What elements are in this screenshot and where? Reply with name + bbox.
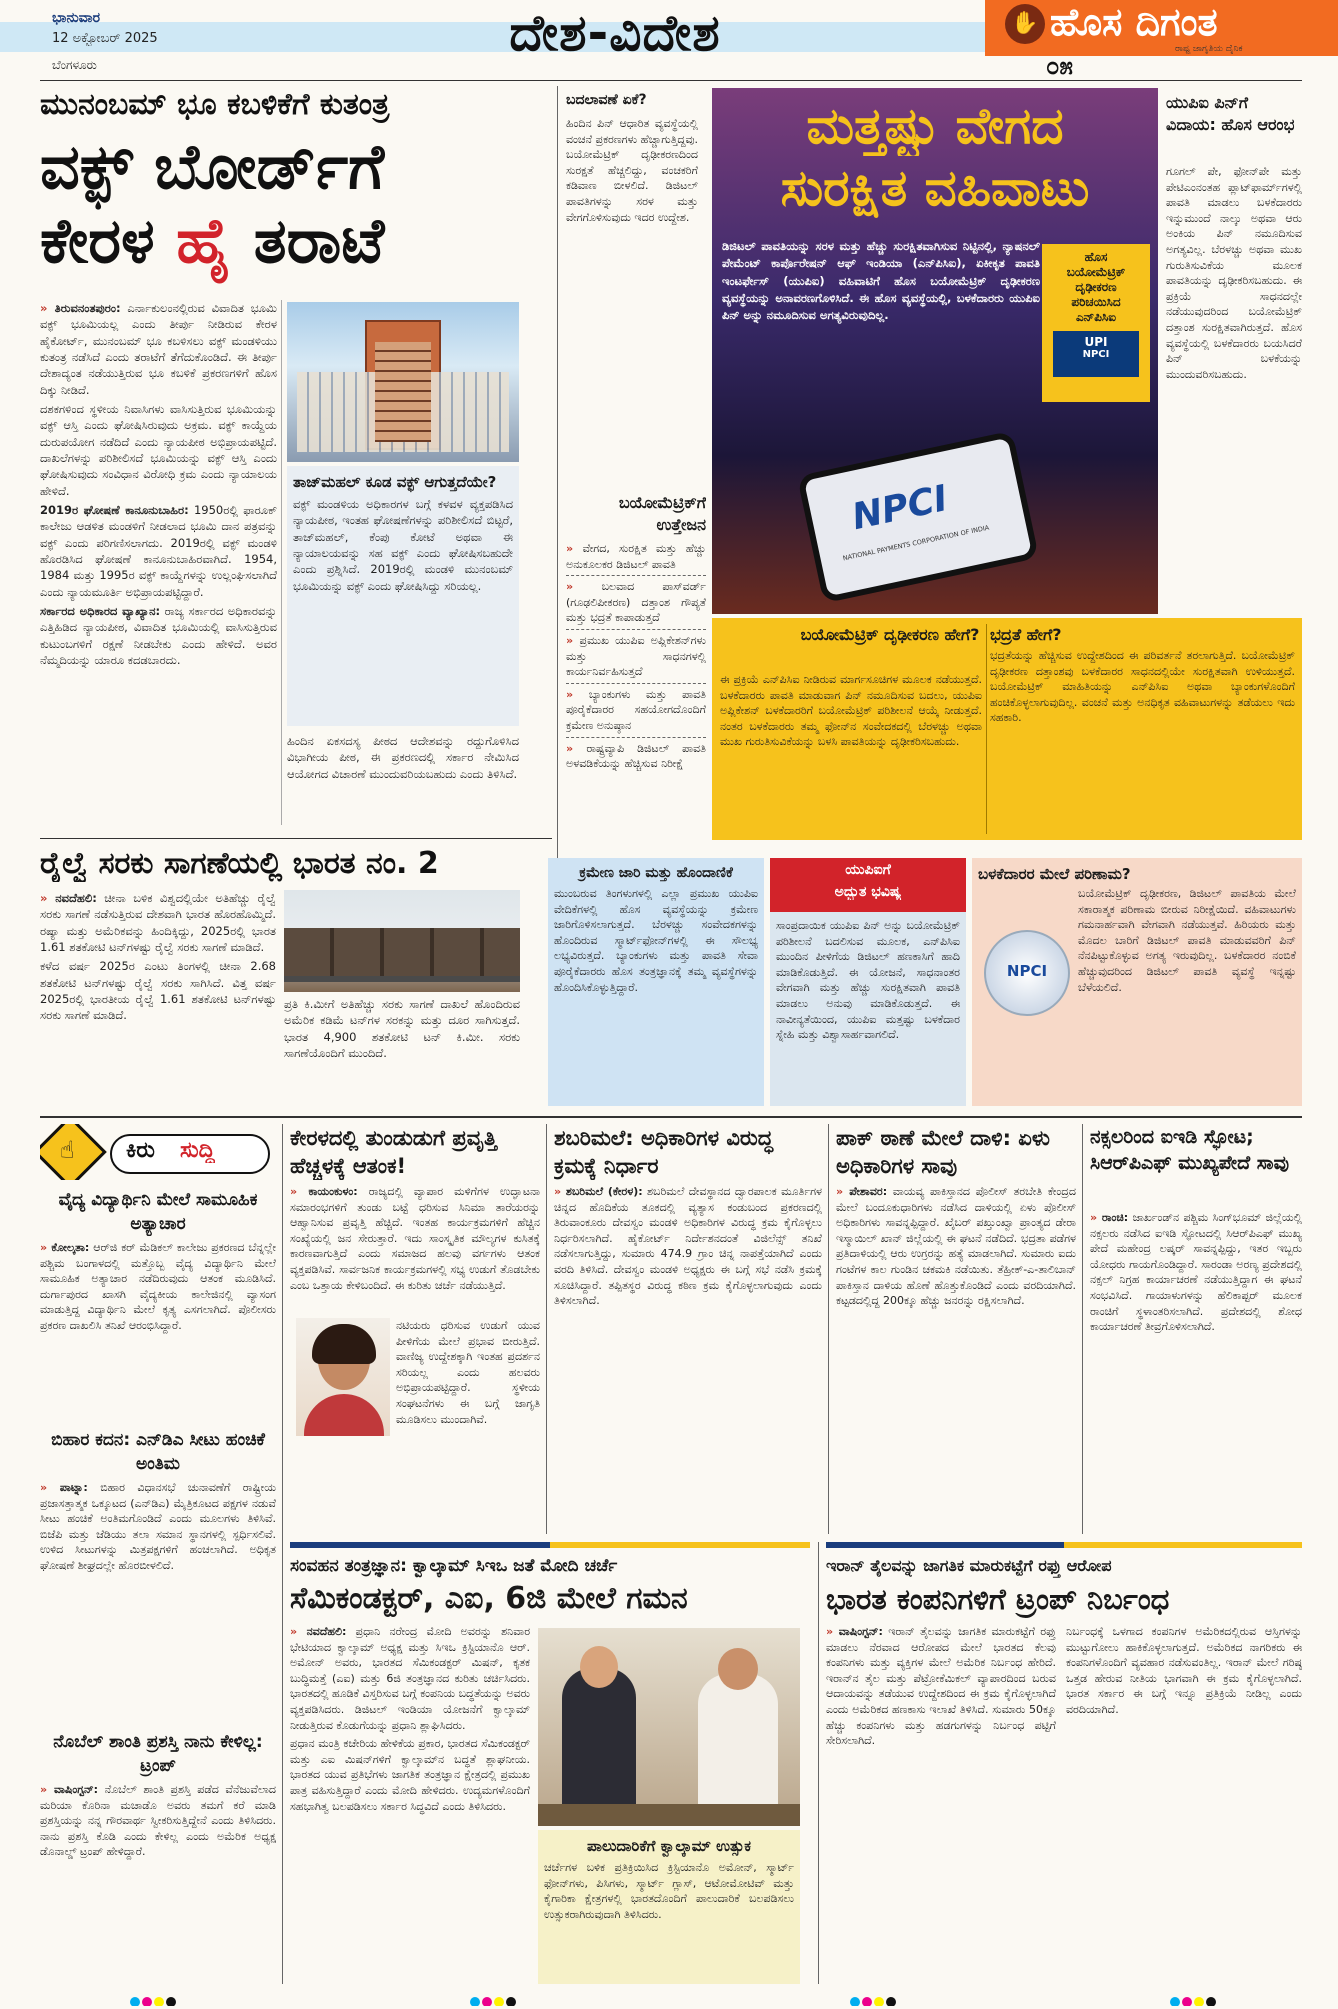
rail-photo [284, 890, 520, 992]
kiru-3-body: » ವಾಷಿಂಗ್ಟನ್: ನೊಬೆಲ್ ಶಾಂತಿ ಪ್ರಶಸ್ತಿ ಪಡೆದ ವೆನೆಜುವೆಲಾದ ಮರಿಯಾ ಕೊರಿನಾ ಮಚಾಡೊ ಅವರು ತಮಗೆ ಕರೆ ಮಾಡಿ ಪ್ರಶಸ್ತಿಯನ್ನು ನನ್ನ ಗೌರವಾರ್ಥ ಸ್ವೀಕರಿಸುತ್ತಿದ್ದೇನೆ ಎಂದು ತಿಳಿಸಿದರು. ನಾನು ಪ್ರಶಸ್ತಿ ಕೊಡಿ ಎಂದು ಕೇಳಿಲ್ಲ ಎಂದು ಅಮೆರಿಕ ಅಧ್ಯಕ್ಷ ಡೊನಾಲ್ಡ್ ಟ್ರಂಪ್ ಹೇಳಿದ್ದಾರೆ. [40, 1782, 276, 1982]
upi-security-body: ಭದ್ರತೆಯನ್ನು ಹೆಚ್ಚಿಸುವ ಉದ್ದೇಶದಿಂದ ಈ ಪರಿವರ್ತನೆ ತರಲಾಗುತ್ತಿದೆ. ಬಯೋಮೆಟ್ರಿಕ್ ದೃಢೀಕರಣ ದತ್ತಾಂಶವು ಬಳಕೆದಾರರ ಸಾಧನದಲ್ಲಿಯೇ ಸುರಕ್ಷಿತವಾಗಿ ಉಳಿಯುತ್ತದೆ. ಬಯೋಮೆಟ್ರಿಕ್ ಮಾಹಿತಿಯನ್ನು ಎನ್‌ಪಿಸಿಐ ಅಥವಾ ಬ್ಯಾಂಕುಗಳೊಂದಿಗೆ ಹಂಚಿಕೊಳ್ಳಲಾಗುವುದಿಲ್ಲ. ವಂಚನೆ ಮತ್ತು ಅನಧಿಕೃತ ವಹಿವಾಟುಗಳನ್ನು ತಡೆಯಲು ಇದು ಸಹಕಾರಿ. [990, 649, 1295, 725]
lead-kicker: ಮುನಂಬಮ್ ಭೂ ಕಬಳಿಕೆಗೆ ಕುತಂತ್ರ [40, 87, 390, 122]
quantum-kicker: ಸಂವಹನ ತಂತ್ರಜ್ಞಾನ: ಕ್ವಾಲ್ಕಾಮ್ ಸಿಇಒ ಜತೆ ಮೋದಿ ಚರ್ಚೆ [290, 1556, 618, 1576]
upi-future-box [770, 858, 966, 1106]
kiru-label-b: ಸುದ್ದಿ [180, 1138, 215, 1163]
upi-bullet: » ವೇಗದ, ಸುರಕ್ಷಿತ ಮತ್ತು ಹೆಚ್ಚು ಅನುಕೂಲಕರ ಡಿಜಿಟಲ್ ಪಾವತಿ [566, 538, 706, 576]
kiru-suddi-label: ☝ ಕಿರು ಸುದ್ದಿ [40, 1124, 276, 1180]
upi-bullet-list [566, 538, 706, 838]
kiru-label-a: ಕಿರು [126, 1138, 155, 1163]
paper-tagline: ರಾಷ್ಟ್ರ ಜಾಗೃತಿಯ ದೈನಿಕ [1175, 44, 1243, 54]
masthead-day: ಭಾನುವಾರ [52, 10, 101, 26]
lead-headline-1: ವಕ್ಫ್ ಬೋರ್ಡ್‌ಗೆ [40, 130, 385, 203]
trump-kicker: ಇರಾನ್ ತೈಲವನ್ನು ಜಾಗತಿಕ ಮಾರುಕಟ್ಟೆಗೆ ರಫ್ತು ಆರೋಪ [826, 1556, 1112, 1575]
upi-bullet: » ಬಲವಾದ ಪಾಸ್‌ವರ್ಡ್ (ಗೂಢಲಿಪೀಕರಣ) ದತ್ತಾಂಶ ಗೌಪ್ಯತೆ ಮತ್ತು ಭದ್ರತೆ ಕಾಪಾಡುತ್ತದೆ [566, 576, 706, 630]
trump-body-left: » ವಾಷಿಂಗ್ಟನ್: ಇರಾನ್ ತೈಲವನ್ನು ಜಾಗತಿಕ ಮಾರುಕಟ್ಟೆಗೆ ರಫ್ತು ಮಾಡಲು ನೆರವಾದ ಆರೋಪದ ಮೇಲೆ ಭಾರತದ ಕೆಲವು ಕಂಪನಿಗಳು ಮತ್ತು ವ್ಯಕ್ತಿಗಳ ಮೇಲೆ ಅಮೆರಿಕ ನಿರ್ಬಂಧ ಹೇರಿದೆ. ಇರಾನ್‌ನ ತೈಲ ಮತ್ತು ಪೆಟ್ರೋಕೆಮಿಕಲ್ ವ್ಯಾಪಾರದಿಂದ ಬರುವ ಆದಾಯವನ್ನು ತಡೆಯುವ ಉದ್ದೇಶದಿಂದ ಈ ಕ್ರಮ ಕೈಗೊಳ್ಳಲಾಗಿದೆ ಎಂದು ಅಮೆರಿಕದ ಹಣಕಾಸು ಇಲಾಖೆ ತಿಳಿಸಿದೆ. ಸುಮಾರು 50ಕ್ಕೂ ಹೆಚ್ಚು ಕಂಪನಿಗಳು ಮತ್ತು ಹಡಗುಗಳನ್ನು ನಿರ್ಬಂಧ ಪಟ್ಟಿಗೆ ಸೇರಿಸಲಾಗಿದೆ. [826, 1624, 1056, 1984]
kiru-1-body: » ಕೋಲ್ಕತಾ: ಆರ್‌ಜಿ ಕರ್ ಮೆಡಿಕಲ್ ಕಾಲೇಜು ಪ್ರಕರಣದ ಬೆನ್ನಲ್ಲೇ ಪಶ್ಚಿಮ ಬಂಗಾಳದಲ್ಲಿ ಮತ್ತೊಬ್ಬ ವೈದ್ಯ ವಿದ್ಯಾರ್ಥಿನಿ ಮೇಲೆ ಸಾಮೂಹಿಕ ಅತ್ಯಾಚಾರ ನಡೆದಿರುವುದು ಆತಂಕ ಮೂಡಿಸಿದೆ. ದುರ್ಗಾಪುರದ ಖಾಸಗಿ ವೈದ್ಯಕೀಯ ಕಾಲೇಜಿನಲ್ಲಿ ವ್ಯಾಸಂಗ ಮಾಡುತ್ತಿದ್ದ ವಿದ್ಯಾರ್ಥಿನಿ ಮೇಲೆ ಕೃತ್ಯ ಎಸಗಲಾಗಿದೆ. ಪೊಲೀಸರು ಪ್ರಕರಣ ದಾಖಲಿಸಿ ತನಿಖೆ ಆರಂಭಿಸಿದ್ದಾರೆ. [40, 1240, 276, 1420]
rail-body-left: » ನವದೆಹಲಿ: ಚೀನಾ ಬಳಿಕ ವಿಶ್ವದಲ್ಲಿಯೇ ಅತಿಹೆಚ್ಚು ರೈಲ್ವೆ ಸರಕು ಸಾಗಣೆ ನಡೆಸುತ್ತಿರುವ ದೇಶವಾಗಿ ಭಾರತ ಹೊರಹೊಮ್ಮಿದೆ. ರಷ್ಯಾ ಮತ್ತು ಅಮೆರಿಕವನ್ನು ಹಿಂದಿಕ್ಕಿದ್ದು, 2025ರಲ್ಲಿ ಭಾರತ 1.61 ಶತಕೋಟಿ ಟನ್‌ಗಳಷ್ಟು ರೈಲ್ವೆ ಸರಕು ಸಾಗಣೆ ಮಾಡಿದೆ. ಕಳೆದ ವರ್ಷ 2025ರ ಎಂಟು ತಿಂಗಳಲ್ಲಿ ಚೀನಾ 2.68 ಶತಕೋಟಿ ಟನ್‌ಗಳಷ್ಟು ರೈಲ್ವೆ ಸರಕು ಸಾಗಿಸಿದೆ. ವಿತ್ತ ವರ್ಷ 2025ರಲ್ಲಿ ಭಾರತೀಯ ರೈಲ್ವೆ 1.61 ಶತಕೋಟಿ ಟನ್‌ಗಳಷ್ಟು ಸರಕು ಸಾಗಣೆ ಮಾಡಿದೆ. [40, 890, 276, 1105]
upi-how-body: ಈ ಪ್ರಕ್ರಿಯೆ ಎನ್‌ಪಿಸಿಐ ನೀಡಿರುವ ಮಾರ್ಗಸೂಚಿಗಳ ಮೂಲಕ ನಡೆಯುತ್ತದೆ. ಬಳಕೆದಾರರು ಪಾವತಿ ಮಾಡುವಾಗ ಪಿನ್ ನಮೂದಿಸುವ ಬದಲು, ಯುಪಿಐ ಅಪ್ಲಿಕೇಶನ್ ಬಳಕೆದಾರರಿಗೆ ಬಯೋಮೆಟ್ರಿಕ್ ಪರಿಶೀಲನೆ ಆಯ್ಕೆ ನೀಡುತ್ತದೆ. ನಂತರ ಬಳಕೆದಾರರು ತಮ್ಮ ಫೋನ್‌ನ ಸಂವೇದಕದಲ್ಲಿ ಬೆರಳಚ್ಚು ಅಥವಾ ಮುಖ ಗುರುತಿಸುವಿಕೆಯನ್ನು ಬಳಸಿ ಪಾವತಿಯನ್ನು ದೃಢೀಕರಿಸಬಹುದು. [720, 673, 982, 749]
kiru-1-title: ವೈದ್ಯ ವಿದ್ಯಾರ್ಥಿನಿ ಮೇಲೆ ಸಾಮೂಹಿಕ ಅತ್ಯಾಚಾರ [58, 1190, 258, 1234]
lead-tail: ಹಿಂದಿನ ಏಕಸದಸ್ಯ ಪೀಠದ ಆದೇಶವನ್ನು ರದ್ದುಗೊಳಿಸಿದ ವಿಭಾಗೀಯ ಪೀಠ, ಈ ಪ್ರಕರಣದಲ್ಲಿ ಸರ್ಕಾರ ನೇಮಿಸಿದ ಆಯೋಗದ ವಿಚಾರಣೆ ಮುಂದುವರಿಯಬಹುದು ಎಂದು ತಿಳಿಸಿದೆ. [287, 734, 519, 781]
kiru-2-body: » ಪಾಟ್ನಾ: ಬಿಹಾರ ವಿಧಾನಸಭೆ ಚುನಾವಣೆಗೆ ರಾಷ್ಟ್ರೀಯ ಪ್ರಜಾಸತ್ತಾತ್ಮಕ ಒಕ್ಕೂಟದ (ಎನ್‌ಡಿಎ) ಮೈತ್ರಿಕೂಟದ ಪಕ್ಷಗಳ ನಡುವೆ ಸೀಟು ಹಂಚಿಕೆ ಅಂತಿಮಗೊಂಡಿದೆ ಎಂದು ಮೂಲಗಳು ತಿಳಿಸಿವೆ. ಬಿಜೆಪಿ ಮತ್ತು ಜೆಡಿಯು ತಲಾ ಸಮಾನ ಸ್ಥಾನಗಳಲ್ಲಿ ಸ್ಪರ್ಧಿಸಲಿವೆ. ಉಳಿದ ಸೀಟುಗಳನ್ನು ಮಿತ್ರಪಕ್ಷಗಳಿಗೆ ಹಂಚಲಾಗಿದೆ. ಅಧಿಕೃತ ಘೋಷಣೆ ಶೀಘ್ರದಲ್ಲೇ ಹೊರಬೀಳಲಿದೆ. [40, 1480, 276, 1725]
sabarimala-body: » ಶಬರಿಮಲೆ (ಕೇರಳ): ಶಬರಿಮಲೆ ದೇವಸ್ಥಾನದ ದ್ವಾರಪಾಲಕ ಮೂರ್ತಿಗಳ ಚಿನ್ನದ ಹೊದಿಕೆಯ ತೂಕದಲ್ಲಿ ವ್ಯತ್ಯಾಸ ಕಂಡುಬಂದ ಪ್ರಕರಣದಲ್ಲಿ ತಿರುವಾಂಕೂರು ದೇವಸ್ವಂ ಮಂಡಳಿ ಅಧಿಕಾರಿಗಳ ವಿರುದ್ಧ ಕ್ರಮ ಕೈಗೊಳ್ಳಲು ನಿರ್ಧರಿಸಲಾಗಿದೆ. ಹೈಕೋರ್ಟ್ ನಿರ್ದೇಶನದಂತೆ ವಿಜಿಲೆನ್ಸ್ ತನಿಖೆ ನಡೆಸಲಾಗುತ್ತಿದ್ದು, ಸುಮಾರು 474.9 ಗ್ರಾಂ ಚಿನ್ನ ನಾಪತ್ತೆಯಾಗಿದೆ ಎಂದು ವರದಿ ತಿಳಿಸಿದೆ. ದೇವಸ್ವಂ ಮಂಡಳಿ ಅಧ್ಯಕ್ಷರು ಈ ಬಗ್ಗೆ ಸಭೆ ನಡೆಸಿ ಕ್ರಮಕ್ಕೆ ಸೂಚಿಸಿದ್ದಾರೆ. ತಪ್ಪಿತಸ್ಥರ ವಿರುದ್ಧ ಕಠಿಣ ಕ್ರಮ ಕೈಗೊಳ್ಳಲಾಗುವುದು ಎಂದು ತಿಳಿಸಲಾಗಿದೆ. [554, 1184, 822, 1530]
paper-name: ಹೊಸ ದಿಗಂತ [1050, 0, 1218, 44]
npci-badge-graphic: NPCI [984, 930, 1070, 1016]
page-number: ೦೫ [1046, 52, 1073, 78]
upi-right-title: ಯುಪಿಐ ಪಿನ್‌ಗೆ ವಿದಾಯ: ಹೊಸ ಆರಂಭ [1166, 93, 1295, 134]
upi-why-body: ಹಿಂದಿನ ಪಿನ್ ಆಧಾರಿತ ವ್ಯವಸ್ಥೆಯಲ್ಲಿ ವಂಚನೆ ಪ್ರಕರಣಗಳು ಹೆಚ್ಚಾಗುತ್ತಿದ್ದವು. ಬಯೋಮೆಟ್ರಿಕ್ ದೃಢೀಕರಣದಿಂದ ಸುರಕ್ಷತೆ ಹೆಚ್ಚಲಿದ್ದು, ವಂಚಕರಿಗೆ ಕಡಿವಾಣ ಬೀಳಲಿದೆ. ಡಿಜಿಟಲ್ ಪಾವತಿಗಳನ್ನು ಸರಳ ಮತ್ತು ವೇಗಗೊಳಿಸುವುದು ಇದರ ಉದ್ದೇಶ. [566, 117, 698, 224]
upi-rollout-title: ಕ್ರಮೇಣ ಜಾರಿ ಮತ್ತು ಹೊಂದಾಣಿಕೆ [579, 865, 733, 881]
upi-bullet: » ಬ್ಯಾಂಕುಗಳು ಮತ್ತು ಪಾವತಿ ಪೂರೈಕೆದಾರರ ಸಹಯೋಗದೊಂದಿಗೆ ಕ್ರಮೇಣ ಅನುಷ್ಠಾನ [566, 684, 706, 738]
modi-meeting-photo [538, 1628, 800, 1826]
upi-impact-body: ಬಯೋಮೆಟ್ರಿಕ್ ದೃಢೀಕರಣ, ಡಿಜಿಟಲ್ ಪಾವತಿಯ ಮೇಲೆ ಸಕಾರಾತ್ಮಕ ಪರಿಣಾಮ ಬೀರುವ ನಿರೀಕ್ಷೆಯಿದೆ. ವಹಿವಾಟುಗಳು ಗಮನಾರ್ಹವಾಗಿ ವೇಗವಾಗಿ ನಡೆಯುತ್ತವೆ. ಹಿರಿಯರು ಮತ್ತು ಮೊದಲ ಬಾರಿಗೆ ಡಿಜಿಟಲ್ ಪಾವತಿ ಮಾಡುವವರಿಗೆ ಪಿನ್ ನೆನಪಿಟ್ಟುಕೊಳ್ಳುವ ಅಗತ್ಯ ಇರುವುದಿಲ್ಲ. ಬಳಕೆದಾರರ ನಂಬಿಕೆ ಹೆಚ್ಚುವುದರಿಂದ ಡಿಜಿಟಲ್ ಪಾವತಿ ವ್ಯವಸ್ಥೆ ಇನ್ನಷ್ಟು ಬೆಳೆಯಲಿದೆ. [1078, 887, 1296, 994]
upi-badge: ಹೊಸ ಬಯೋಮೆಟ್ರಿಕ್ ದೃಢೀಕರಣ ಪರಿಚಯಿಸಿದ ಎನ್‌ಪಿಸಿಐ UPI NPCI [1042, 244, 1150, 402]
kiru-2-title: ಬಿಹಾರ ಕದನ: ಎನ್‌ಡಿಎ ಸೀಟು ಹಂಚಿಕೆ ಅಂತಿಮ [51, 1430, 265, 1474]
upi-banner-line1: ಮತ್ತಷ್ಟು ವೇಗದ [806, 97, 1064, 155]
upi-security-title: ಭದ್ರತೆ ಹೇಗೆ? [990, 625, 1062, 644]
upi-future-body: ಸಾಂಪ್ರದಾಯಿಕ ಯುಪಿಐ ಪಿನ್ ಅನ್ನು ಬಯೋಮೆಟ್ರಿಕ್ ಪರಿಶೀಲನೆ ಬದಲಿಸುವ ಮೂಲಕ, ಎನ್‌ಪಿಸಿಐ ಮುಂದಿನ ಪೀಳಿಗೆಯ ಡಿಜಿಟಲ್ ಹಣಕಾಸಿಗೆ ಹಾದಿ ಮಾಡಿಕೊಡುತ್ತಿದೆ. ಈ ಯೋಜನೆ, ಸಾಧನಾಂತರ ವೇಗವಾಗಿ ಮತ್ತು ಹೆಚ್ಚು ಸುರಕ್ಷಿತವಾಗಿ ಪಾವತಿ ಮಾಡಲು ಅನುವು ಮಾಡಿಕೊಡುತ್ತದೆ. ಈ ನಾವೀನ್ಯತೆಯಿಂದ, ಯುಪಿಐ ಮತ್ತಷ್ಟು ಬಳಕೆದಾರ ಸ್ನೇಹಿ ಮತ್ತು ವಿಶ್ವಾಸಾರ್ಹವಾಗಲಿದೆ. [776, 919, 960, 1042]
upi-boost-title: ಬಯೋಮೆಟ್ರಿಕ್‌ಗೆ ಉತ್ತೇಜನ [618, 493, 706, 534]
kiru-3-title: ನೊಬೆಲ್ ಶಾಂತಿ ಪ್ರಶಸ್ತಿ ನಾನು ಕೇಳಿಲ್ಲ: ಟ್ರಂಪ್ [53, 1732, 263, 1776]
upi-impact-title: ಬಳಕೆದಾರರ ಮೇಲೆ ಪರಿಣಾಮ? [978, 865, 1131, 883]
lead-body-left: » ತಿರುವನಂತಪುರಂ: ಎರ್ನಾಕುಲಂನಲ್ಲಿರುವ ವಿವಾದಿತ ಭೂಮಿ ವಕ್ಫ್ ಭೂಮಿಯಲ್ಲ ಎಂದು ತೀರ್ಪು ನೀಡಿರುವ ಕೇರಳ ಹೈಕೋರ್ಟ್, ಮುನಂಬಮ್ ಭೂ ಕಬಳಿಸಲು ವಕ್ಫ್ ಮಂಡಳಿಯು ಕುತಂತ್ರ ನಡೆಸಿದೆ ಎಂದು ತರಾಟೆಗೆ ತೆಗೆದುಕೊಂಡಿದೆ. ಈ ತೀರ್ಪು ದೇಶಾದ್ಯಂತ ನಡೆಯುತ್ತಿರುವ ಭೂ ಕಬಳಿಕೆ ಪ್ರಕರಣಗಳಿಗೆ ಹೊಸ ದಿಕ್ಕು ನೀಡಿದೆ. ದಶಕಗಳಿಂದ ಸ್ಥಳೀಯ ನಿವಾಸಿಗಳು ವಾಸಿಸುತ್ತಿರುವ ಭೂಮಿಯನ್ನು ವಕ್ಫ್ ಆಸ್ತಿ ಎಂದು ಘೋಷಿಸಿರುವುದು ಅಕ್ರಮ. ವಕ್ಫ್ ಕಾಯ್ದೆಯ ದುರುಪಯೋಗ ನಡೆದಿದೆ ಎಂದು ನ್ಯಾಯಪೀಠ ಅಭಿಪ್ರಾಯಪಟ್ಟಿದೆ. ದಾಖಲೆಗಳನ್ನು ಪರಿಶೀಲಿಸದೆ ಭೂಮಿಯನ್ನು ವಕ್ಫ್ ಆಸ್ತಿ ಎಂದು ಘೋಷಿಸುವುದು ಸಂವಿಧಾನ ವಿರೋಧಿ ಕ್ರಮ ಎಂದು ನ್ಯಾಯಾಲಯ ಹೇಳಿದೆ. 2019ರ ಘೋಷಣೆ ಕಾನೂನುಬಾಹಿರ: 1950ರಲ್ಲಿ ಫಾರೂಕ್ ಕಾಲೇಜು ಆಡಳಿತ ಮಂಡಳಿಗೆ ನೀಡಲಾದ ಭೂಮಿ ದಾನ ಪತ್ರವನ್ನು ವಕ್ಫ್ ಎಂದು ಪರಿಗಣಿಸಲಾಗದು. 2019ರಲ್ಲಿ ವಕ್ಫ್ ಮಂಡಳಿ ಹೊರಡಿಸಿದ ಘೋಷಣೆ ಕಾನೂನುಬಾಹಿರವಾಗಿದೆ. 1954, 1984 ಮತ್ತು 1995ರ ವಕ್ಫ್ ಕಾಯ್ದೆಗಳನ್ನು ಉಲ್ಲಂಘಿಸಲಾಗಿದೆ ಎಂದು ನ್ಯಾಯಮೂರ್ತಿ ಅಭಿಪ್ರಾಯಪಟ್ಟಿದ್ದಾರೆ. ಸರ್ಕಾರದ ಅಧಿಕಾರದ ವ್ಯಾಖ್ಯಾನ: ರಾಜ್ಯ ಸರ್ಕಾರದ ಅಧಿಕಾರವನ್ನು ಎತ್ತಿಹಿಡಿದ ನ್ಯಾಯಪೀಠ, ವಿವಾದಿತ ಭೂಮಿಯಲ್ಲಿ ವಾಸಿಸುತ್ತಿರುವ ಕುಟುಂಬಗಳಿಗೆ ರಕ್ಷಣೆ ನೀಡಬೇಕು ಎಂದು ಹೇಳಿದೆ. ಅವರ ನೆಮ್ಮದಿಯನ್ನು ಯಾರೂ ಕದಡಬಾರದು. [40, 300, 277, 820]
kerala-body: » ಕಾಯಂಕುಳಂ: ರಾಜ್ಯದಲ್ಲಿ ವ್ಯಾಪಾರ ಮಳಿಗೆಗಳ ಉದ್ಘಾಟನಾ ಸಮಾರಂಭಗಳಿಗೆ ತುಂಡು ಬಟ್ಟೆ ಧರಿಸುವ ಸಿನಿಮಾ ತಾರೆಯರನ್ನು ಆಹ್ವಾನಿಸುವ ಪ್ರವೃತ್ತಿ ಹೆಚ್ಚಿದೆ. ಇಂತಹ ಕಾರ್ಯಕ್ರಮಗಳಿಗೆ ಹೆಚ್ಚಿನ ಸಂಖ್ಯೆಯಲ್ಲಿ ಜನ ಸೇರುತ್ತಾರೆ. ಇದು ಸಾಂಸ್ಕೃತಿಕ ಮೌಲ್ಯಗಳ ಕುಸಿತಕ್ಕೆ ಕಾರಣವಾಗುತ್ತಿದೆ ಎಂದು ಸಮಾಜದ ಹಲವು ವರ್ಗಗಳು ಆತಂಕ ವ್ಯಕ್ತಪಡಿಸಿವೆ. ಸಾರ್ವಜನಿಕ ಕಾರ್ಯಕ್ರಮಗಳಲ್ಲಿ ಸಭ್ಯ ಉಡುಗೆ ತೊಡಬೇಕು ಎಂಬ ಒತ್ತಾಯ ಕೇಳಿಬಂದಿದೆ. ಈ ಕುರಿತು ಚರ್ಚೆ ನಡೆಯುತ್ತಿದೆ. [290, 1184, 540, 1304]
upi-banner-line2: ಸುರಕ್ಷಿತ ವಹಿವಾಟು [780, 159, 1090, 217]
naxal-body: » ರಾಂಚಿ: ಜಾರ್ಖಂಡ್‌ನ ಪಶ್ಚಿಮ ಸಿಂಗ್‌ಭೂಮ್ ಜಿಲ್ಲೆಯಲ್ಲಿ ನಕ್ಸಲರು ನಡೆಸಿದ ಐಇಡಿ ಸ್ಫೋಟದಲ್ಲಿ ಸಿಆರ್‌ಪಿಎಫ್ ಮುಖ್ಯ ಪೇದೆ ಮಹೇಂದ್ರ ಲಷ್ಕರ್ ಸಾವನ್ನಪ್ಪಿದ್ದು, ಇತರ ಇಬ್ಬರು ಯೋಧರು ಗಾಯಗೊಂಡಿದ್ದಾರೆ. ಸಾರಂಡಾ ಅರಣ್ಯ ಪ್ರದೇಶದಲ್ಲಿ ನಕ್ಸಲ್ ನಿಗ್ರಹ ಕಾರ್ಯಾಚರಣೆ ನಡೆಯುತ್ತಿದ್ದಾಗ ಈ ಘಟನೆ ಸಂಭವಿಸಿದೆ. ಗಾಯಾಳುಗಳನ್ನು ಹೆಲಿಕಾಪ್ಟರ್ ಮೂಲಕ ರಾಂಚಿಗೆ ಸ್ಥಳಾಂತರಿಸಲಾಗಿದೆ. ಪ್ರದೇಶದಲ್ಲಿ ಶೋಧ ಕಾರ್ಯಾಚರಣೆ ತೀವ್ರಗೊಳಿಸಲಾಗಿದೆ. [1090, 1210, 1302, 1530]
upi-rollout-box [548, 858, 764, 1106]
pak-body: » ಪೇಶಾವರ: ವಾಯವ್ಯ ಪಾಕಿಸ್ತಾನದ ಪೊಲೀಸ್ ತರಬೇತಿ ಕೇಂದ್ರದ ಮೇಲೆ ಬಂದೂಕುಧಾರಿಗಳು ನಡೆಸಿದ ದಾಳಿಯಲ್ಲಿ ಏಳು ಪೊಲೀಸ್ ಅಧಿಕಾರಿಗಳು ಸಾವನ್ನಪ್ಪಿದ್ದಾರೆ. ಖೈಬರ್ ಪಖ್ತುಂಖ್ವಾ ಪ್ರಾಂತ್ಯದ ಡೇರಾ ಇಸ್ಮಾಯಿಲ್ ಖಾನ್ ಜಿಲ್ಲೆಯಲ್ಲಿ ಈ ಘಟನೆ ನಡೆದಿದೆ. ಭದ್ರತಾ ಪಡೆಗಳ ಪ್ರತಿದಾಳಿಯಲ್ಲಿ ಆರು ಉಗ್ರರನ್ನು ಹತ್ಯೆ ಮಾಡಲಾಗಿದೆ. ಸುಮಾರು ಐದು ಗಂಟೆಗಳ ಕಾಲ ಗುಂಡಿನ ಚಕಮಕಿ ನಡೆಯಿತು. ತೆಹ್ರೀಕ್-ಎ-ತಾಲಿಬಾನ್ ಪಾಕಿಸ್ತಾನ ದಾಳಿಯ ಹೊಣೆ ಹೊತ್ತುಕೊಂಡಿದೆ ಎಂದು ವರದಿಯಾಗಿದೆ. ಕಟ್ಟಡದಲ್ಲಿದ್ದ 200ಕ್ಕೂ ಹೆಚ್ಚು ಜನರನ್ನು ರಕ್ಷಿಸಲಾಗಿದೆ. [836, 1184, 1076, 1530]
sabarimala-title: ಶಬರಿಮಲೆ: ಅಧಿಕಾರಿಗಳ ವಿರುದ್ಧ ಕ್ರಮಕ್ಕೆ ನಿರ್ಧಾರ [554, 1126, 773, 1178]
qualcomm-box [538, 1830, 800, 1984]
sidebar-title: ತಾಜ್‌ಮಹಲ್ ಕೂಡ ವಕ್ಫ್ ಆಗುತ್ತದೆಯೇ? [293, 473, 497, 491]
kerala-title: ಕೇರಳದಲ್ಲಿ ತುಂಡುಡುಗೆ ಪ್ರವೃತ್ತಿ ಹೆಚ್ಚಳಕ್ಕೆ ಆತಂಕ! [290, 1126, 497, 1178]
upi-why-title: ಬದಲಾವಣೆ ಏಕೆ? [566, 92, 647, 108]
upi-rollout-body: ಮುಂಬರುವ ತಿಂಗಳುಗಳಲ್ಲಿ ಎಲ್ಲಾ ಪ್ರಮುಖ ಯುಪಿಐ ವೇದಿಕೆಗಳಲ್ಲಿ ಹೊಸ ವ್ಯವಸ್ಥೆಯನ್ನು ಕ್ರಮೇಣ ಜಾರಿಗೊಳಿಸಲಾಗುತ್ತದೆ. ಬೆರಳಚ್ಚು ಸಂವೇದಕಗಳನ್ನು ಹೊಂದಿರುವ ಸ್ಮಾರ್ಟ್‌ಫೋನ್‌ಗಳಲ್ಲಿ ಈ ಸೌಲಭ್ಯ ಲಭ್ಯವಿರುತ್ತದೆ. ಬ್ಯಾಂಕುಗಳು ಮತ್ತು ಪಾವತಿ ಸೇವಾ ಪೂರೈಕೆದಾರರು ಹೊಸ ತಂತ್ರಜ್ಞಾನಕ್ಕೆ ತಮ್ಮ ವ್ಯವಸ್ಥೆಗಳನ್ನು ಹೊಂದಿಸಿಕೊಳ್ಳುತ್ತಿದ್ದಾರೆ. [554, 887, 758, 994]
pak-title: ಪಾಕ್ ಠಾಣೆ ಮೇಲೆ ದಾಳಿ: ಏಳು ಅಧಿಕಾರಿಗಳ ಸಾವು [836, 1126, 1050, 1178]
lead-dateline: » ತಿರುವನಂತಪುರಂ: [40, 301, 121, 315]
npci-phone-sub: NATIONAL PAYMENTS CORPORATION OF INDIA [842, 523, 990, 563]
actress-photo [296, 1318, 390, 1436]
paper-logo: ✋ [1005, 4, 1045, 44]
highcourt-photo [287, 302, 519, 462]
rail-headline: ರೈಲ್ವೆ ಸರಕು ಸಾಗಣೆಯಲ್ಲಿ ಭಾರತ ನಂ. 2 [40, 846, 439, 881]
npci-phone-logo: NPCI [848, 477, 952, 539]
quantum-body: » ನವದೆಹಲಿ: ಪ್ರಧಾನಿ ನರೇಂದ್ರ ಮೋದಿ ಅವರನ್ನು ಶನಿವಾರ ಭೇಟಿಯಾದ ಕ್ವಾಲ್ಕಾಮ್ ಅಧ್ಯಕ್ಷ ಮತ್ತು ಸಿಇಒ ಕ್ರಿಸ್ಟಿಯಾನೊ ಆರ್. ಅಮೋನ್ ಅವರು, ಭಾರತದ ಸೆಮಿಕಂಡಕ್ಟರ್ ಮಿಷನ್, ಕೃತಕ ಬುದ್ಧಿಮತ್ತೆ (ಎಐ) ಮತ್ತು 6ಜಿ ತಂತ್ರಜ್ಞಾನದ ಕುರಿತು ಚರ್ಚಿಸಿದರು. ಭಾರತದಲ್ಲಿ ಹೂಡಿಕೆ ವಿಸ್ತರಿಸುವ ಬಗ್ಗೆ ಕಂಪನಿಯ ಬದ್ಧತೆಯನ್ನು ಅವರು ವ್ಯಕ್ತಪಡಿಸಿದರು. ಡಿಜಿಟಲ್ ಇಂಡಿಯಾ ಯೋಜನೆಗೆ ಕ್ವಾಲ್ಕಾಮ್ ನೀಡುತ್ತಿರುವ ಕೊಡುಗೆಯನ್ನು ಪ್ರಧಾನಿ ಶ್ಲಾಘಿಸಿದರು. ಪ್ರಧಾನ ಮಂತ್ರಿ ಕಚೇರಿಯ ಹೇಳಿಕೆಯ ಪ್ರಕಾರ, ಭಾರತದ ಸೆಮಿಕಂಡಕ್ಟರ್ ಮತ್ತು ಎಐ ಮಿಷನ್‌ಗಳಿಗೆ ಕ್ವಾಲ್ಕಾಮ್‌ನ ಬದ್ಧತೆ ಶ್ಲಾಘನೀಯ. ಭಾರತದ ಯುವ ಪ್ರತಿಭೆಗಳು ಜಾಗತಿಕ ತಂತ್ರಜ್ಞಾನ ಕ್ಷೇತ್ರದಲ್ಲಿ ಪ್ರಮುಖ ಪಾತ್ರ ವಹಿಸುತ್ತಿದ್ದಾರೆ ಎಂದು ಮೋದಿ ಹೇಳಿದರು. ಉದ್ಯಮಗಳೊಂದಿಗೆ ಸಹಭಾಗಿತ್ವ ಬಲಪಡಿಸಲು ಸರ್ಕಾರ ಸಿದ್ಧವಿದೆ ಎಂದು ತಿಳಿಸಿದರು. [290, 1624, 530, 1984]
upi-bullet: » ರಾಷ್ಟ್ರವ್ಯಾಪಿ ಡಿಜಿಟಲ್ ಪಾವತಿ ಅಳವಡಿಕೆಯನ್ನು ಹೆಚ್ಚಿಸುವ ನಿರೀಕ್ಷೆ [566, 738, 706, 775]
kerala-body-2: ನಟಿಯರು ಧರಿಸುವ ಉಡುಗೆ ಯುವ ಪೀಳಿಗೆಯ ಮೇಲೆ ಪ್ರಭಾವ ಬೀರುತ್ತಿದೆ. ವಾಣಿಜ್ಯ ಉದ್ದೇಶಕ್ಕಾಗಿ ಇಂತಹ ಪ್ರದರ್ಶನ ಸರಿಯಲ್ಲ ಎಂದು ಹಲವರು ಅಭಿಪ್ರಾಯಪಟ್ಟಿದ್ದಾರೆ. ಸ್ಥಳೀಯ ಸಂಘಟನೆಗಳು ಈ ಬಗ್ಗೆ ಜಾಗೃತಿ ಮೂಡಿಸಲು ಮುಂದಾಗಿವೆ. [396, 1319, 540, 1426]
qualcomm-box-title: ಪಾಲುದಾರಿಕೆಗೆ ಕ್ವಾಲ್ಕಾಮ್ ಉತ್ಸುಕ [587, 1837, 751, 1855]
upi-future-title-2: ಅದ್ಭುತ ಭವಿಷ್ಯ [834, 884, 902, 900]
sidebar-body: ವಕ್ಫ್ ಮಂಡಳಿಯ ಅಧಿಕಾರಗಳ ಬಗ್ಗೆ ಕಳವಳ ವ್ಯಕ್ತಪಡಿಸಿದ ನ್ಯಾಯಪೀಠ, ಇಂತಹ ಘೋಷಣೆಗಳನ್ನು ಪರಿಶೀಲಿಸದೆ ಬಿಟ್ಟರೆ, ತಾಜ್‌ಮಹಲ್, ಕೆಂಪು ಕೋಟೆ ಅಥವಾ ಈ ನ್ಯಾಯಾಲಯವನ್ನು ಸಹ ವಕ್ಫ್ ಎಂದು ಘೋಷಿಸಬಹುದೇ ಎಂದು ಪ್ರಶ್ನಿಸಿದೆ. 2019ರಲ್ಲಿ ಮಂಡಳಿ ಮುನಂಬಮ್ ಭೂಮಿಯನ್ನು ವಕ್ಫ್ ಎಂದು ಘೋಷಿಸಿದ್ದು ಸರಿಯಲ್ಲ. [293, 497, 513, 593]
naxal-title: ನಕ್ಸಲರಿಂದ ಐಇಡಿ ಸ್ಫೋಟ; ಸಿಆರ್‌ಪಿಎಫ್ ಮುಖ್ಯಪೇದೆ ಸಾವು [1090, 1126, 1290, 1174]
lead-headline-2: ಕೇರಳ ಹೈ ತರಾಟೆ [40, 204, 385, 277]
sidebar-box [287, 466, 519, 726]
registration-marks [130, 1992, 1230, 2006]
upi-lead-body: ಡಿಜಿಟಲ್ ಪಾವತಿಯನ್ನು ಸರಳ ಮತ್ತು ಹೆಚ್ಚು ಸುರಕ್ಷಿತವಾಗಿಸುವ ನಿಟ್ಟಿನಲ್ಲಿ, ನ್ಯಾಷನಲ್ ಪೇಮೆಂಟ್ ಕಾರ್ಪೊರೇಷನ್ ಆಫ್ ಇಂಡಿಯಾ (ಎನ್‌ಪಿಸಿಐ), ಏಕೀಕೃತ ಪಾವತಿ ಇಂಟರ್ಫೇಸ್ (ಯುಪಿಐ) ವಹಿವಾಟಿಗೆ ಹೊಸ ಬಯೋಮೆಟ್ರಿಕ್ ದೃಢೀಕರಣ ವ್ಯವಸ್ಥೆಯನ್ನು ಅನಾವರಣಗೊಳಿಸಿದೆ. ಈ ಹೊಸ ವ್ಯವಸ್ಥೆಯಲ್ಲಿ, ಬಳಕೆದಾರರು ಯುಪಿಐ ಪಿನ್ ಅನ್ನು ನಮೂದಿಸುವ ಅಗತ್ಯವಿರುವುದಿಲ್ಲ. [722, 239, 1040, 322]
masthead [0, 0, 1338, 78]
upi-future-title-1: ಯುಪಿಐಗೆ [845, 862, 891, 878]
upi-right-body: ಗೂಗಲ್ ಪೇ, ಫೋನ್‌ಪೇ ಮತ್ತು ಪೇಟಿಎಂನಂತಹ ಪ್ಲಾಟ್‌ಫಾರ್ಮ್‌ಗಳಲ್ಲಿ ಪಾವತಿ ಮಾಡಲು ಬಳಕೆದಾರರು ಇನ್ನುಮುಂದೆ ನಾಲ್ಕು ಅಥವಾ ಆರು ಅಂಕಿಯ ಪಿನ್ ನಮೂದಿಸುವ ಅಗತ್ಯವಿಲ್ಲ. ಬೆರಳಚ್ಚು ಅಥವಾ ಮುಖ ಗುರುತಿಸುವಿಕೆಯ ಮೂಲಕ ಪಾವತಿಯನ್ನು ದೃಢೀಕರಿಸಬಹುದು. ಈ ಪ್ರಕ್ರಿಯೆ ಸಾಧನದಲ್ಲೇ ನಡೆಯುವುದರಿಂದ ಬಯೋಮೆಟ್ರಿಕ್ ದತ್ತಾಂಶ ಸುರಕ್ಷಿತವಾಗಿರುತ್ತದೆ. ಹೊಸ ವ್ಯವಸ್ಥೆಯಲ್ಲಿ ಬಳಕೆದಾರರು ಬಯಸಿದರೆ ಪಿನ್ ಬಳಕೆಯನ್ನು ಮುಂದುವರಿಸಬಹುದು. [1166, 165, 1302, 381]
quantum-headline: ಸೆಮಿಕಂಡಕ್ಟರ್, ಎಐ, 6ಜಿ ಮೇಲೆ ಗಮನ [290, 1581, 688, 1616]
qualcomm-box-body: ಚರ್ಚೆಗಳ ಬಳಿಕ ಪ್ರತಿಕ್ರಿಯಿಸಿದ ಕ್ರಿಸ್ಟಿಯಾನೊ ಅಮೋನ್, ಸ್ಮಾರ್ಟ್ ಫೋನ್‌ಗಳು, ಪಿಸಿಗಳು, ಸ್ಮಾರ್ಟ್ ಗ್ಲಾಸ್, ಆಟೋಮೋಟಿವ್ ಮತ್ತು ಕೈಗಾರಿಕಾ ಕ್ಷೇತ್ರಗಳಲ್ಲಿ ಭಾರತದೊಂದಿಗೆ ಪಾಲುದಾರಿಕೆ ಬಲಪಡಿಸಲು ಉತ್ಸುಕರಾಗಿರುವುದಾಗಿ ತಿಳಿಸಿದರು. [544, 1861, 794, 1921]
section-title: ದೇಶ-ವಿದೇಶ [509, 4, 721, 62]
upi-npci-logo-box: UPI NPCI [1053, 331, 1139, 377]
upi-how-title: ಬಯೋಮೆಟ್ರಿಕ್ ದೃಢೀಕರಣ ಹೇಗೆ? [800, 625, 980, 644]
trump-body-right: ನಿರ್ಬಂಧಕ್ಕೆ ಒಳಗಾದ ಕಂಪನಿಗಳ ಅಮೆರಿಕದಲ್ಲಿರುವ ಆಸ್ತಿಗಳನ್ನು ಮುಟ್ಟುಗೋಲು ಹಾಕಿಕೊಳ್ಳಲಾಗುತ್ತದೆ. ಅಮೆರಿಕದ ನಾಗರಿಕರು ಈ ಕಂಪನಿಗಳೊಂದಿಗೆ ವ್ಯವಹಾರ ನಡೆಸುವಂತಿಲ್ಲ. ಇರಾನ್ ಮೇಲೆ ಗರಿಷ್ಠ ಒತ್ತಡ ಹೇರುವ ನೀತಿಯ ಭಾಗವಾಗಿ ಈ ಕ್ರಮ ಕೈಗೊಳ್ಳಲಾಗಿದೆ. ಭಾರತ ಸರ್ಕಾರ ಈ ಬಗ್ಗೆ ಇನ್ನೂ ಪ್ರತಿಕ್ರಿಯೆ ನೀಡಿಲ್ಲ ಎಂದು ವರದಿಯಾಗಿದೆ. [1066, 1625, 1302, 1717]
trump-headline: ಭಾರತ ಕಂಪನಿಗಳಿಗೆ ಟ್ರಂಪ್ ನಿರ್ಬಂಧ [826, 1582, 1170, 1616]
rail-body-right: ಪ್ರತಿ ಕಿ.ಮೀಗೆ ಅತಿಹೆಚ್ಚು ಸರಕು ಸಾಗಣೆ ದಾಖಲೆ ಹೊಂದಿರುವ ಅಮೆರಿಕ ಕಡಿಮೆ ಟನ್‌ಗಳ ಸರಕನ್ನು ಮತ್ತು ದೂರ ಸಾಗಿಸುತ್ತದೆ. ಭಾರತ 4,900 ಶತಕೋಟಿ ಟನ್ ಕಿ.ಮೀ. ಸರಕು ಸಾಗಣೆಯೊಂದಿಗೆ ಮುಂದಿದೆ. [284, 997, 520, 1060]
upi-bullet: » ಪ್ರಮುಖ ಯುಪಿಐ ಅಪ್ಲಿಕೇಶನ್‌ಗಳು ಮತ್ತು ಸಾಧನಗಳಲ್ಲಿ ಕಾರ್ಯನಿರ್ವಹಿಸುತ್ತದೆ [566, 630, 706, 684]
upi-impact-box [972, 858, 1302, 1106]
masthead-city: ಬೆಂಗಳೂರು [52, 58, 97, 72]
masthead-date: 12 ಅಕ್ಟೋಬರ್ 2025 [52, 31, 158, 46]
